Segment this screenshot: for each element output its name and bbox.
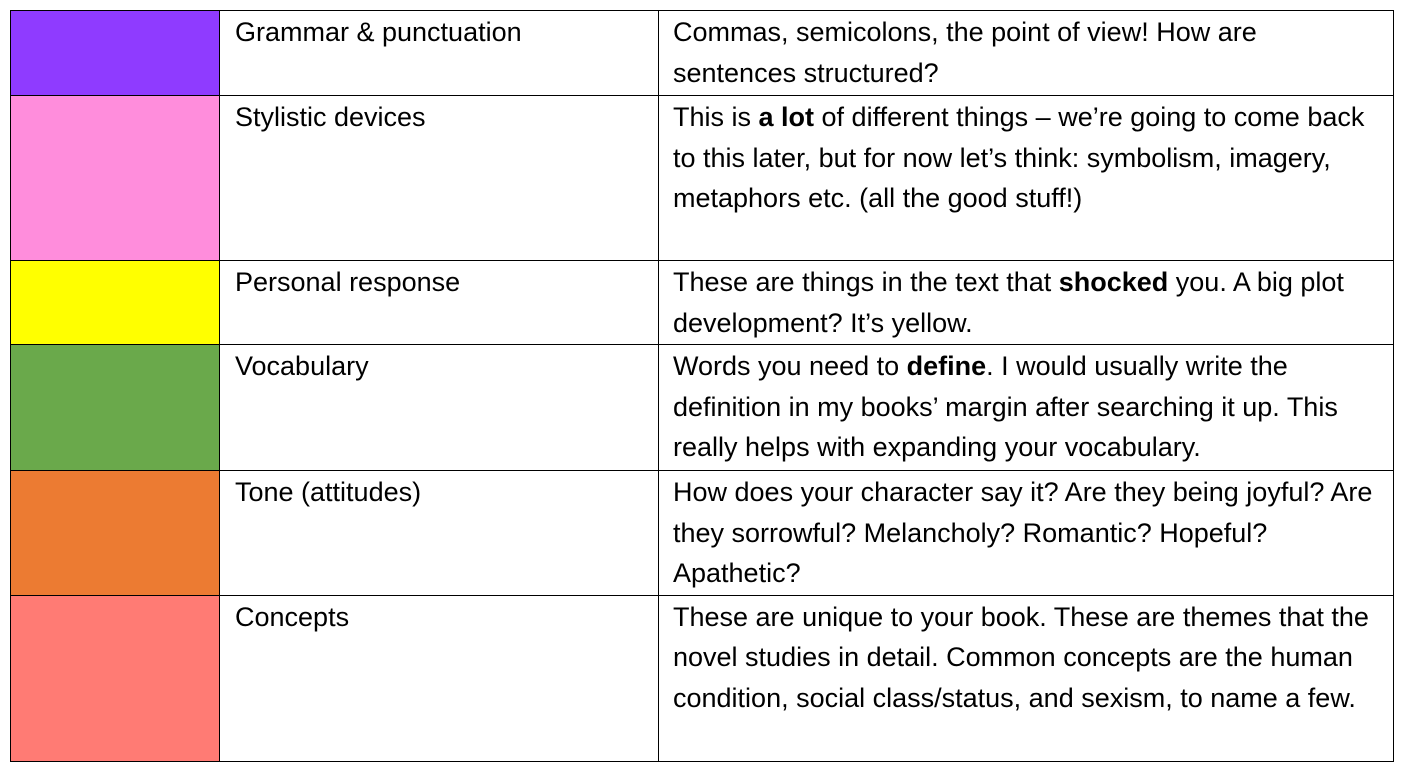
table-row bbox=[11, 261, 1394, 345]
description-text: . I would usually write the definition in my books’ margin after searching it up. This really helps with expanding your vocabulary. bbox=[673, 351, 1338, 462]
table-row bbox=[11, 471, 1394, 596]
description-text: How does your character say it? Are they being joyful? Are they sorrowful? Melancholy? Romantic? Hopeful? Apathetic? bbox=[673, 477, 1373, 588]
category-label: Tone (attitudes) bbox=[220, 471, 659, 596]
color-swatch bbox=[11, 595, 220, 761]
category-description bbox=[659, 595, 1394, 761]
category-label: Personal response bbox=[220, 261, 659, 345]
table-row bbox=[11, 96, 1394, 261]
category-description bbox=[659, 471, 1394, 596]
description-text: Words you need to bbox=[673, 351, 907, 381]
table-row bbox=[11, 345, 1394, 471]
table-body bbox=[11, 11, 1394, 762]
color-swatch bbox=[11, 345, 220, 471]
category-label: Concepts bbox=[220, 595, 659, 761]
table-row bbox=[11, 595, 1394, 761]
color-swatch bbox=[11, 261, 220, 345]
description-emphasis: define bbox=[906, 351, 987, 381]
description-text: These are things in the text that bbox=[673, 267, 1059, 297]
description-text: This is bbox=[673, 102, 759, 132]
table-row bbox=[11, 11, 1394, 96]
category-description bbox=[659, 11, 1394, 96]
color-swatch bbox=[11, 11, 220, 96]
description-emphasis: shocked bbox=[1058, 267, 1169, 297]
description-emphasis: a lot bbox=[758, 102, 815, 132]
category-description bbox=[659, 96, 1394, 261]
description-text: These are unique to your book. These are themes that the novel studies in detail. Common concepts are the human condition, social class/status, and sexism, to name a few. bbox=[673, 601, 1369, 713]
color-swatch bbox=[11, 471, 220, 596]
annotation-color-key-table-wrapper bbox=[10, 10, 1394, 762]
color-swatch bbox=[11, 96, 220, 261]
category-description bbox=[659, 345, 1394, 471]
category-label: Vocabulary bbox=[220, 345, 659, 471]
category-label: Grammar & punctuation bbox=[220, 11, 659, 96]
description-text: you. A big plot development? It’s yellow. bbox=[673, 267, 1344, 338]
category-description bbox=[659, 261, 1394, 345]
annotation-color-key-table bbox=[10, 10, 1394, 762]
description-text: Commas, semicolons, the point of view! How are sentences structured? bbox=[673, 17, 1257, 88]
category-label: Stylistic devices bbox=[220, 96, 659, 261]
description-text: of different things – we’re going to come back to this later, but for now let’s think: symbolism, imagery, metaphors etc. (all the good stuff!) bbox=[673, 102, 1365, 213]
